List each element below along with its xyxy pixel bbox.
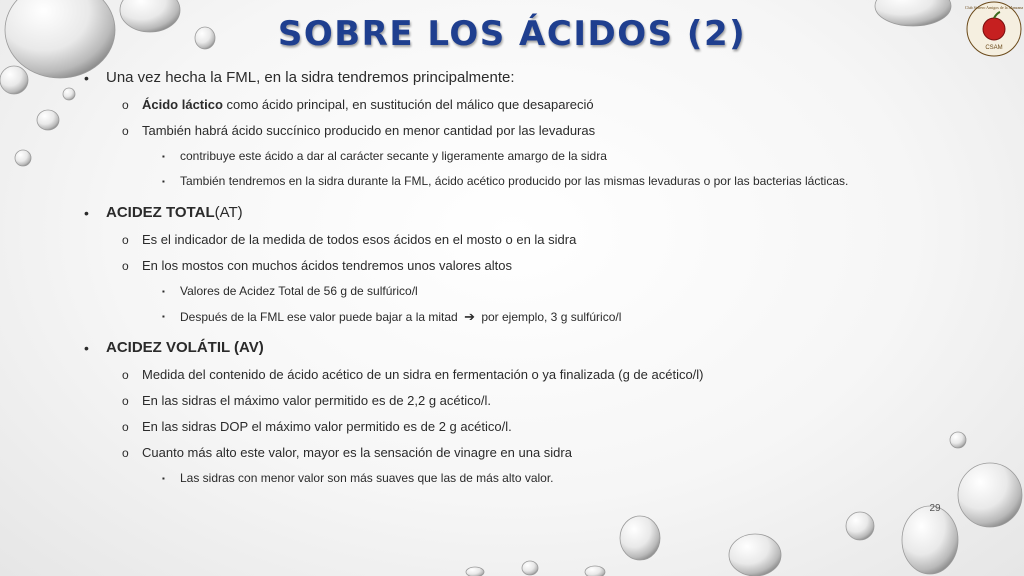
- water-drop: [63, 88, 75, 100]
- bullet-fml: • Una vez hecha la FML, en la sidra tendremos principalmente:: [82, 66, 962, 92]
- circle-bullet: o: [122, 259, 129, 273]
- circle-bullet: o: [122, 368, 129, 382]
- water-drop: [902, 506, 958, 574]
- circle-bullet: o: [122, 446, 129, 460]
- circle-bullet: o: [122, 124, 129, 138]
- circle-bullet: o: [122, 233, 129, 247]
- sub-bullet-dop: o En las sidras DOP el máximo valor permitido es de 2 g acético/l.: [82, 414, 962, 440]
- sub-bullet-succinico: o También habrá ácido succínico producido en menor cantidad por las levaduras: [82, 118, 962, 144]
- water-drop: [620, 516, 660, 560]
- water-drop: [585, 566, 605, 576]
- subsub-bullet-suaves: ▪ Las sidras con menor valor son más suaves que las de más alto valor.: [82, 466, 962, 491]
- water-drop: [37, 110, 59, 130]
- circle-bullet: o: [122, 98, 129, 112]
- water-drop: [846, 512, 874, 540]
- water-drop: [15, 150, 31, 166]
- slide-title: SOBRE LOS ÁCIDOS (2): [277, 14, 747, 54]
- circle-bullet: o: [122, 420, 129, 434]
- sub-bullet-vinagre: o Cuanto más alto este valor, mayor es la sensación de vinagre en una sidra: [82, 440, 962, 466]
- arrow-right-icon: ➔: [464, 309, 475, 324]
- bullet-acidez-volatil: • ACIDEZ VOLÁTIL (AV): [82, 336, 962, 362]
- water-drop: [466, 567, 484, 576]
- disc-bullet: •: [84, 70, 89, 86]
- water-drop: [0, 66, 28, 94]
- square-bullet: ▪: [162, 474, 165, 483]
- sub-bullet-maximo: o En las sidras el máximo valor permitido es de 2,2 g acético/l.: [82, 388, 962, 414]
- water-drop: [729, 534, 781, 576]
- sub-bullet-medida: o Medida del contenido de ácido acético de un sidra en fermentación o ya finalizada (g de acético/l): [82, 362, 962, 388]
- square-bullet: ▪: [162, 177, 165, 186]
- subsub-bullet-secante: ▪ contribuye este ácido a dar al carácter secante y ligeramente amargo de la sidra: [82, 144, 962, 169]
- sub-bullet-mostos: o En los mostos con muchos ácidos tendremos unos valores altos: [82, 253, 962, 279]
- square-bullet: ▪: [162, 312, 165, 321]
- subsub-bullet-valores: ▪ Valores de Acidez Total de 56 g de sulfúrico/l: [82, 279, 962, 304]
- sub-bullet-indicador: o Es el indicador de la medida de todos esos ácidos en el mosto o en la sidra: [82, 227, 962, 253]
- bullet-acidez-total: • ACIDEZ TOTAL(AT): [82, 201, 962, 227]
- disc-bullet: •: [84, 205, 89, 221]
- subsub-bullet-despues-fml: ▪ Después de la FML ese valor puede bajar a la mitad ➔ por ejemplo, 3 g sulfúrico/l: [82, 304, 962, 329]
- slide-content: [82, 66, 962, 491]
- logo-badge: CSAM: [985, 45, 1003, 51]
- logo-text: Club Sidrero Amigos de la Manzana: [965, 5, 1023, 10]
- disc-bullet: •: [84, 340, 89, 356]
- square-bullet: ▪: [162, 152, 165, 161]
- subsub-bullet-acetico: ▪ También tendremos en la sidra durante la FML, ácido acético producido por las mismas levaduras o por las bacterias lácticas.: [82, 169, 962, 194]
- square-bullet: ▪: [162, 287, 165, 296]
- page-number: 29: [929, 503, 941, 514]
- club-logo: [965, 0, 1023, 58]
- sub-bullet-acido-lactico: o Ácido láctico como ácido principal, en sustitución del málico que desapareció: [82, 92, 962, 118]
- water-drop: [522, 561, 538, 575]
- water-drop: [958, 463, 1022, 527]
- circle-bullet: o: [122, 394, 129, 408]
